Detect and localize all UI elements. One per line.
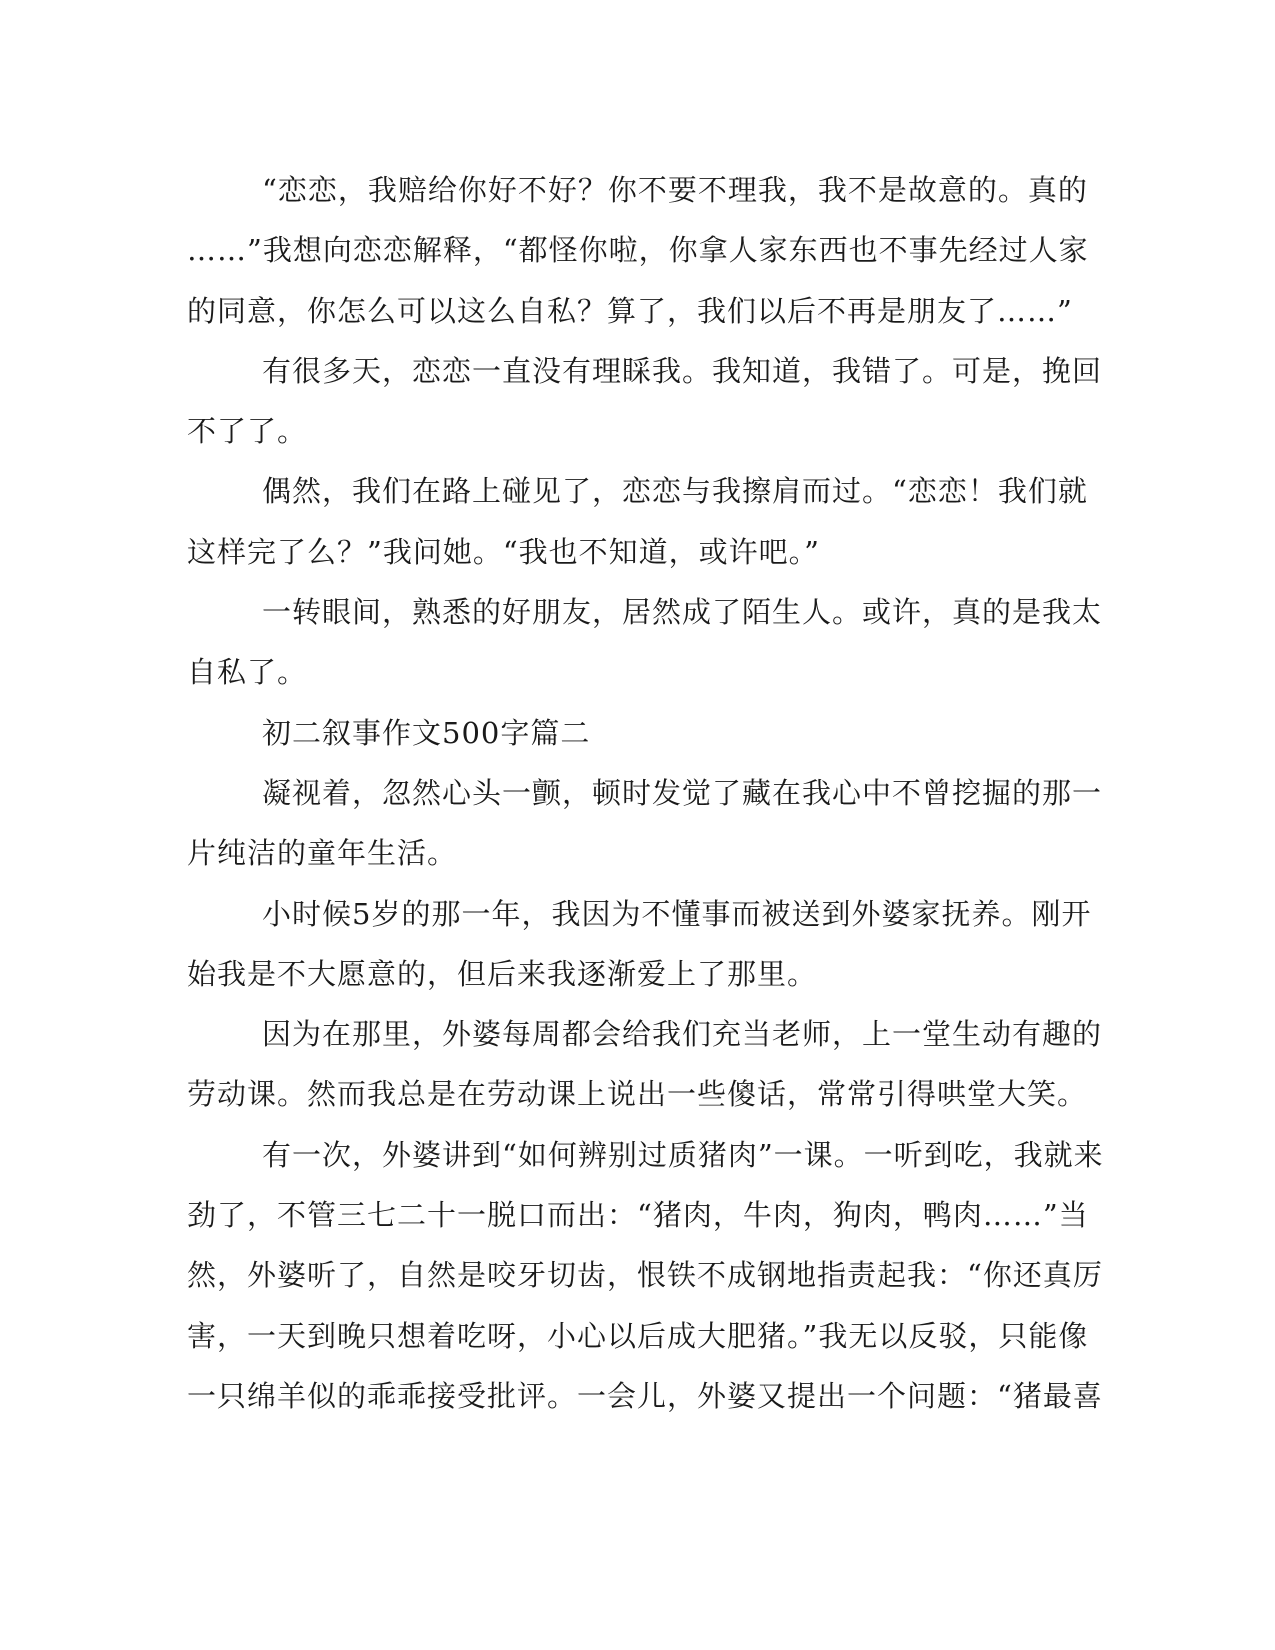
- text-line: 始我是不大愿意的，但后来我逐渐爱上了那里。: [187, 956, 818, 991]
- text-line: 这样完了么？”我问她。“我也不知道，或许吧。”: [187, 534, 820, 569]
- text-line: 然，外婆听了，自然是咬牙切齿，恨铁不成钢地指责起我：“你还真厉: [187, 1258, 1103, 1293]
- text-line: 片纯洁的童年生活。: [187, 836, 458, 871]
- text-line: 凝视着，忽然心头一颤，顿时发觉了藏在我心中不曾挖掘的那一: [262, 775, 1103, 810]
- text-line: 有很多天，恋恋一直没有理睬我。我知道，我错了。可是，挽回: [262, 353, 1103, 388]
- text-line: 不了了。: [187, 414, 308, 449]
- text-line: ……”我想向恋恋解释，“都怪你啦，你拿人家东西也不事先经过人家: [187, 233, 1089, 268]
- text-line: 偶然，我们在路上碰见了，恋恋与我擦肩而过。“恋恋！我们就: [262, 474, 1088, 509]
- text-line: 的同意，你怎么可以这么自私？算了，我们以后不再是朋友了……”: [187, 293, 1073, 328]
- text-line: 小时候5岁的那一年，我因为不懂事而被送到外婆家抚养。刚开: [262, 896, 1092, 931]
- text-line: 劳动课。然而我总是在劳动课上说出一些傻话，常常引得哄堂大笑。: [187, 1077, 1088, 1112]
- text-line: “恋恋，我赔给你好不好？你不要不理我，我不是故意的。真的: [262, 173, 1088, 207]
- text-line: 劲了，不管三七二十一脱口而出：“猪肉，牛肉，狗肉，鸭肉……”当: [187, 1198, 1089, 1233]
- text-line: 害，一天到晚只想着吃呀，小心以后成大肥猪。”我无以反驳，只能像: [187, 1318, 1089, 1353]
- text-line: 自私了。: [187, 655, 308, 690]
- text-line: 有一次，外婆讲到“如何辨别过质猪肉”一课。一听到吃，我就来: [262, 1137, 1104, 1172]
- text-line: 一转眼间，熟悉的好朋友，居然成了陌生人。或许，真的是我太: [262, 595, 1103, 630]
- section-heading: 初二叙事作文500字篇二: [262, 715, 591, 750]
- document-body: [187, 160, 1104, 1426]
- text-line: 因为在那里，外婆每周都会给我们充当老师，上一堂生动有趣的: [262, 1017, 1103, 1052]
- text-line: 一只绵羊似的乖乖接受批评。一会儿，外婆又提出一个问题：“猪最喜: [187, 1378, 1103, 1413]
